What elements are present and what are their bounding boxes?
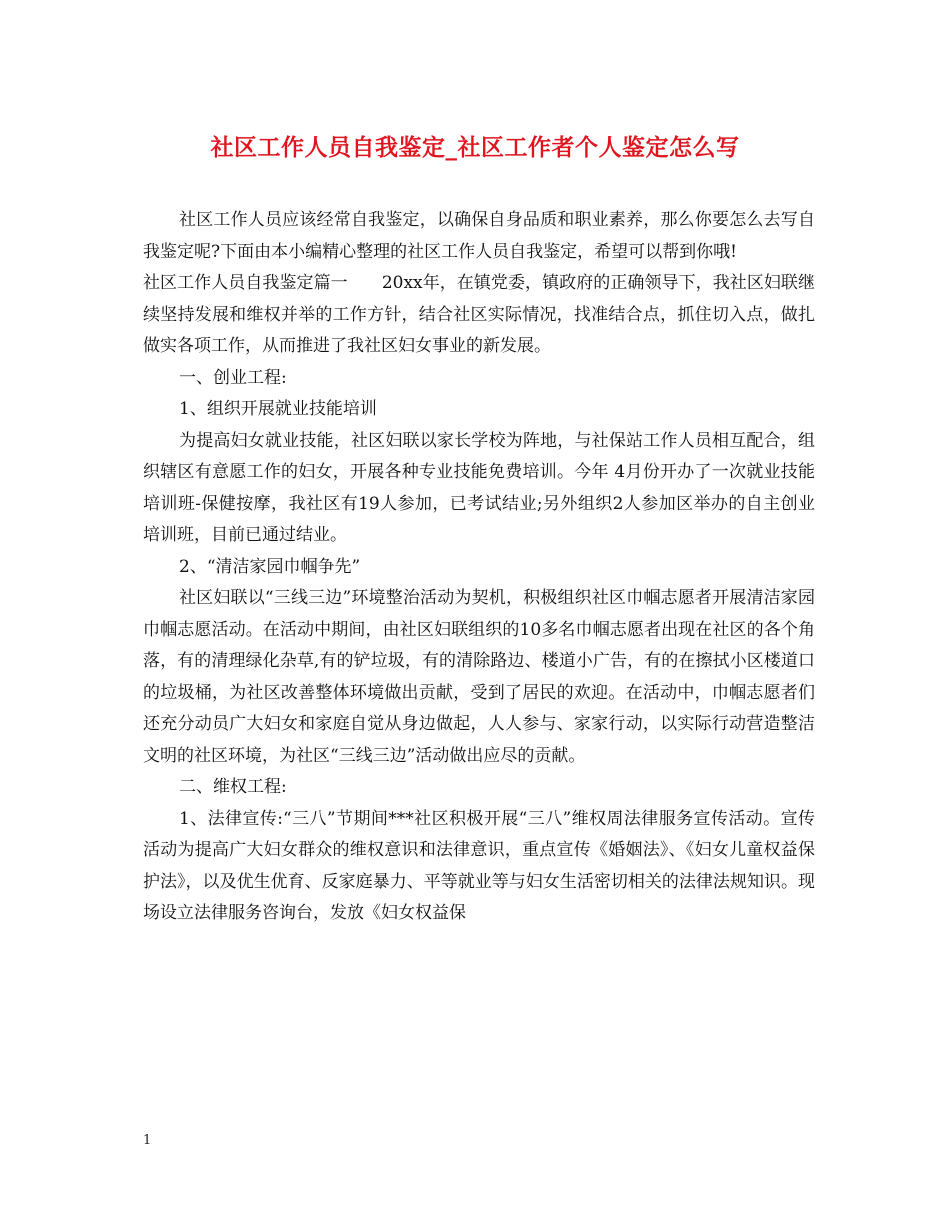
subheading-skills-training: 1、组织开展就业技能培训: [179, 399, 377, 419]
paragraph-intro: 社区工作人员应该经常自我鉴定，以确保自身品质和职业素养，那么你要怎么去写自我鉴定呢?下面由本小编精心整理的社区工作人员自我鉴定，希望可以帮到你哦!: [143, 210, 815, 262]
page-number: 1: [143, 1133, 152, 1148]
section-heading-entrepreneurship: 一、创业工程:: [179, 367, 287, 388]
paragraph-skills-training: 为提高妇女就业技能，社区妇联以家长学校为阵地，与社保站工作人员相互配合，组织辖区有意愿工作的妇女，开展各种专业技能免费培训。今年 4月份开办了一次就业技能培训班-保健按摩，我社区有19人参加，已考试结业;另外组织2人参加区举办的自主创业培训班，目前已通过结业。: [143, 430, 815, 545]
subheading-clean-homes: 2、“清洁家园巾帼争先”: [179, 556, 361, 577]
document-body: [143, 205, 815, 930]
paragraph-legal-publicity: 1、法律宣传:“三八”节期间***社区积极开展“三八”维权周法律服务宣传活动。宣传活动为提高广大妇女群众的维权意识和法律意识，重点宣传《婚姻法》、《妇女儿童权益保护法》，以及优生优育、反家庭暴力、平等就业等与妇女生活密切相关的法律法规知识。现场设立法律服务咨询台，发放《妇女权益保: [143, 808, 815, 923]
document-title: 社区工作人员自我鉴定_社区工作者个人鉴定怎么写: [210, 134, 740, 161]
section-heading-rights: 二、维权工程:: [179, 777, 287, 797]
paragraph-part-one: 社区工作人员自我鉴定篇一 20xx年，在镇党委，镇政府的正确领导下，我社区妇联继续坚持发展和维权并举的工作方针，结合社区实际情况，找准结合点，抓住切入点，做扎做实各项工作，从而推进了我社区妇女事业的新发展。: [143, 273, 815, 356]
paragraph-clean-homes: 社区妇联以“三线三边”环境整治活动为契机，积极组织社区巾帼志愿者开展清洁家园巾帼志愿活动。在活动中期间，由社区妇联组织的10多名巾帼志愿者出现在社区的各个角落，有的清理绿化杂草,有的铲垃圾，有的清除路边、楼道小广告，有的在擦拭小区楼道口的垃圾桶，为社区改善整体环境做出贡献，受到了居民的欢迎。在活动中，巾帼志愿者们还充分动员广大妇女和家庭自觉从身边做起，人人参与、家家行动，以实际行动营造整洁文明的社区环境，为社区“三线三边”活动做出应尽的贡献。: [143, 588, 815, 766]
